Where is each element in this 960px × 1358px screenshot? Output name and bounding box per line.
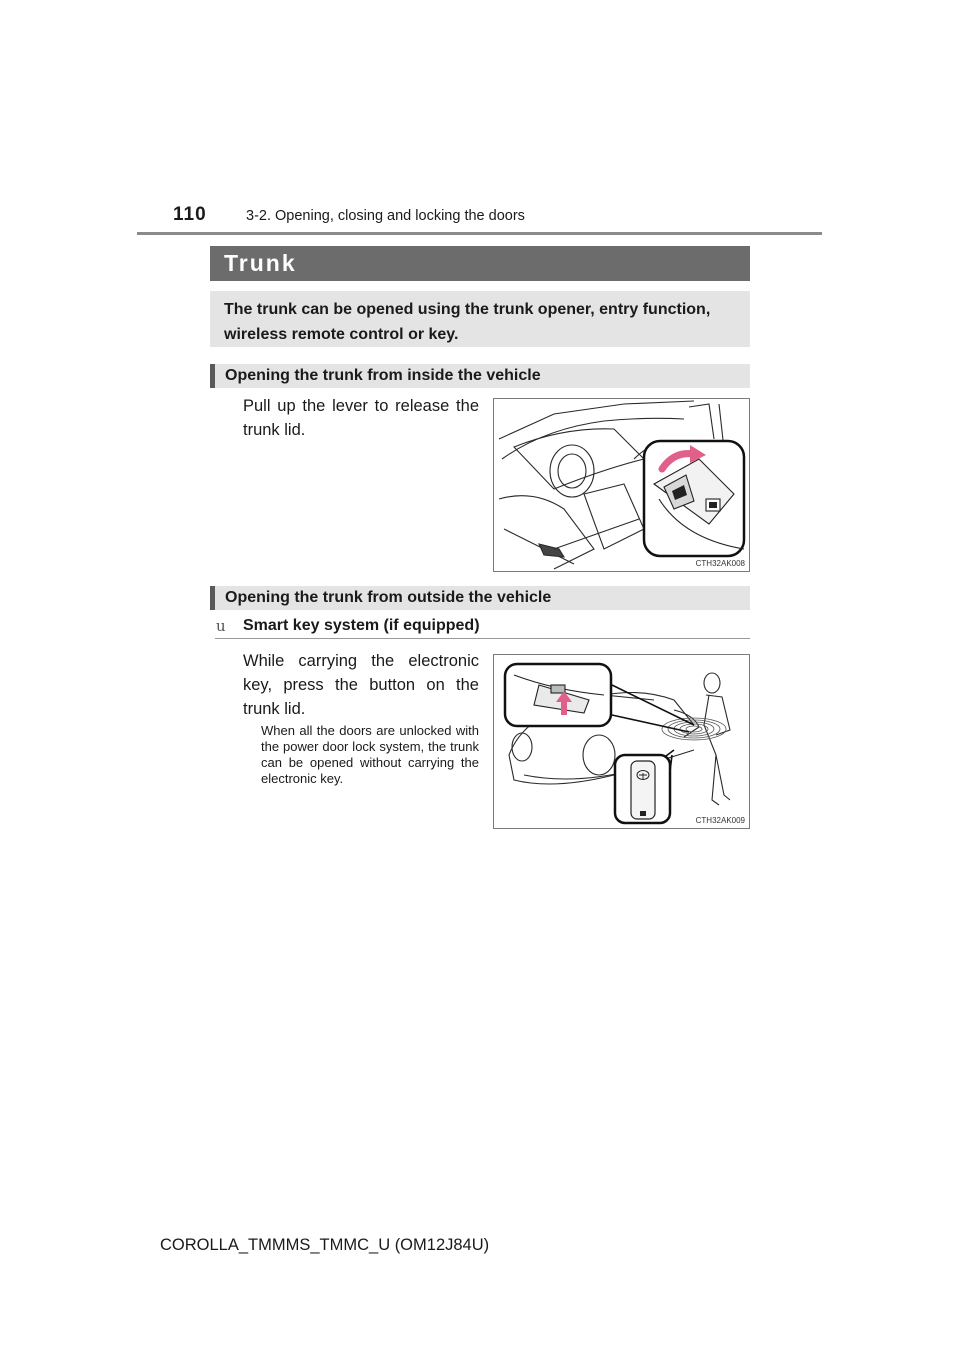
illustration-exterior (494, 655, 749, 828)
figure-code: CTH32AK008 (695, 559, 745, 568)
inside-instruction: Pull up the lever to release the trunk lid. (243, 397, 479, 439)
illustration-interior (494, 399, 749, 571)
heading-outside-vehicle: Opening the trunk from outside the vehicle (210, 586, 750, 610)
outside-instruction: While carrying the electronic key, press the button on the trunk lid. (243, 652, 479, 718)
bullet-label: Smart key system (if equipped) (243, 617, 480, 634)
footer-model-code: COROLLA_TMMMS_TMMC_U (OM12J84U) (160, 1236, 490, 1254)
heading-inside-vehicle: Opening the trunk from inside the vehicle (210, 364, 750, 388)
smart-key-fob-icon (631, 761, 655, 819)
figure-smart-key-trunk (493, 654, 750, 829)
bullet-marker: u (216, 617, 226, 635)
running-head: 3-2. Opening, closing and locking the doors (246, 208, 525, 224)
signal-waves-icon (662, 718, 726, 740)
outside-note: When all the doors are unlocked with the power door lock system, the trunk can be opened without carrying the electronic key. (261, 723, 479, 786)
figure-code: CTH32AK009 (695, 816, 745, 825)
header-rule (137, 232, 822, 235)
bullet-rule (215, 638, 750, 639)
section-title: Trunk (210, 246, 750, 281)
page-number: 110 (173, 204, 207, 225)
intro-box: The trunk can be opened using the trunk opener, entry function, wireless remote control or key. (210, 291, 750, 347)
fuel-door-icon (709, 502, 717, 508)
figure-trunk-opener-lever (493, 398, 750, 572)
